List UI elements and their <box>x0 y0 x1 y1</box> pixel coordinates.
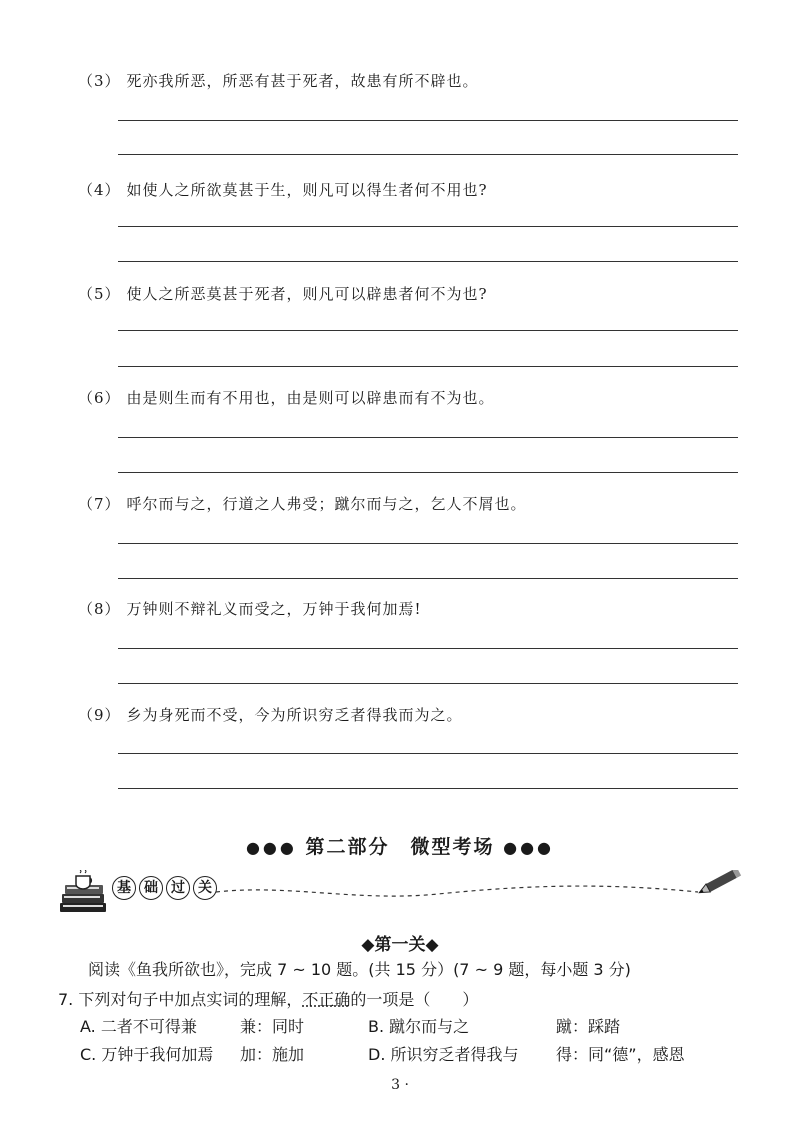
option-d[interactable]: D. 所识穷乏者得我与 <box>368 1045 519 1064</box>
question-text: 如使人之所欲莫甚于生，则凡可以得生者何不用也? <box>126 181 488 199</box>
question-number: （3） <box>78 72 121 90</box>
answer-line[interactable] <box>118 753 738 754</box>
option-d-gloss: 得：同“德”，感恩 <box>556 1045 685 1064</box>
dashed-path <box>216 886 698 896</box>
badge-char: 基 <box>112 876 136 900</box>
bullet-dots-left: ●●● <box>245 838 297 857</box>
answer-line[interactable] <box>118 154 738 155</box>
question-text: 由是则生而有不用也，由是则可以辟患而有不为也。 <box>126 389 495 407</box>
instruction-text: 阅读《鱼我所欲也》，完成 7 ~ 10 题。(共 15 分）(7 ~ 9 题，每小题 3 分) <box>88 960 631 979</box>
badge-char: 关 <box>193 876 217 900</box>
section-title-text: 第二部分 微型考场 <box>305 836 495 858</box>
basics-banner <box>58 870 748 916</box>
q7-stem <box>58 987 478 1010</box>
answer-line[interactable] <box>118 543 738 544</box>
basics-badge <box>112 876 217 902</box>
question-number: （5） <box>78 285 121 303</box>
question-text: 万钟则不辩礼义而受之，万钟于我何加焉! <box>126 600 422 618</box>
question-7-translation <box>78 493 527 514</box>
answer-line[interactable] <box>118 261 738 262</box>
question-number: （4） <box>78 181 121 199</box>
question-8 <box>78 598 422 619</box>
answer-line[interactable] <box>118 648 738 649</box>
q7-stem-start: 7. 下列对句子中加点实词的理解， <box>58 990 303 1009</box>
badge-char: 础 <box>139 876 163 900</box>
option-b[interactable]: B. 蹴尔而与之 <box>368 1017 470 1036</box>
question-text: 乡为身死而不受，今为所识穷乏者得我而为之。 <box>126 706 463 724</box>
q7-stem-emphasis: 不正确 <box>302 990 351 1009</box>
answer-line[interactable] <box>118 683 738 684</box>
answer-line[interactable] <box>118 578 738 579</box>
pencil-icon <box>697 870 741 897</box>
answer-line[interactable] <box>118 788 738 789</box>
question-3 <box>78 70 479 91</box>
answer-line[interactable] <box>118 330 738 331</box>
section-title <box>0 832 800 859</box>
question-number: （7） <box>78 495 121 513</box>
option-c[interactable]: C. 万钟于我何加焉 <box>80 1045 214 1064</box>
option-b-gloss: 蹴：踩踏 <box>556 1017 621 1036</box>
answer-line[interactable] <box>118 120 738 121</box>
bullet-dots-right: ●●● <box>503 838 555 857</box>
answer-line[interactable] <box>118 366 738 367</box>
books-icon <box>60 870 106 912</box>
question-number: （9） <box>78 706 121 724</box>
q7-stem-end: 的一项是（ ） <box>350 990 479 1009</box>
badge-char: 过 <box>166 876 190 900</box>
answer-line[interactable] <box>118 226 738 227</box>
question-text: 死亦我所恶，所恶有甚于死者，故患有所不辟也。 <box>126 72 479 90</box>
answer-line[interactable] <box>118 437 738 438</box>
question-4 <box>78 179 488 200</box>
question-6 <box>78 387 495 408</box>
page-number: 3 · <box>391 1077 409 1093</box>
option-c-gloss: 加：施加 <box>240 1045 305 1064</box>
question-5 <box>78 283 488 304</box>
question-9 <box>78 704 463 725</box>
question-number: （6） <box>78 389 121 407</box>
answer-line[interactable] <box>118 472 738 473</box>
question-text: 使人之所恶莫甚于死者，则凡可以辟患者何不为也? <box>126 285 488 303</box>
question-number: （8） <box>78 600 121 618</box>
level-title: ◆第一关◆ <box>361 935 439 955</box>
question-text: 呼尔而与之，行道之人弗受；蹴尔而与之，乞人不屑也。 <box>126 495 527 513</box>
option-a-gloss: 兼：同时 <box>240 1017 305 1036</box>
option-a[interactable]: A. 二者不可得兼 <box>80 1017 197 1036</box>
